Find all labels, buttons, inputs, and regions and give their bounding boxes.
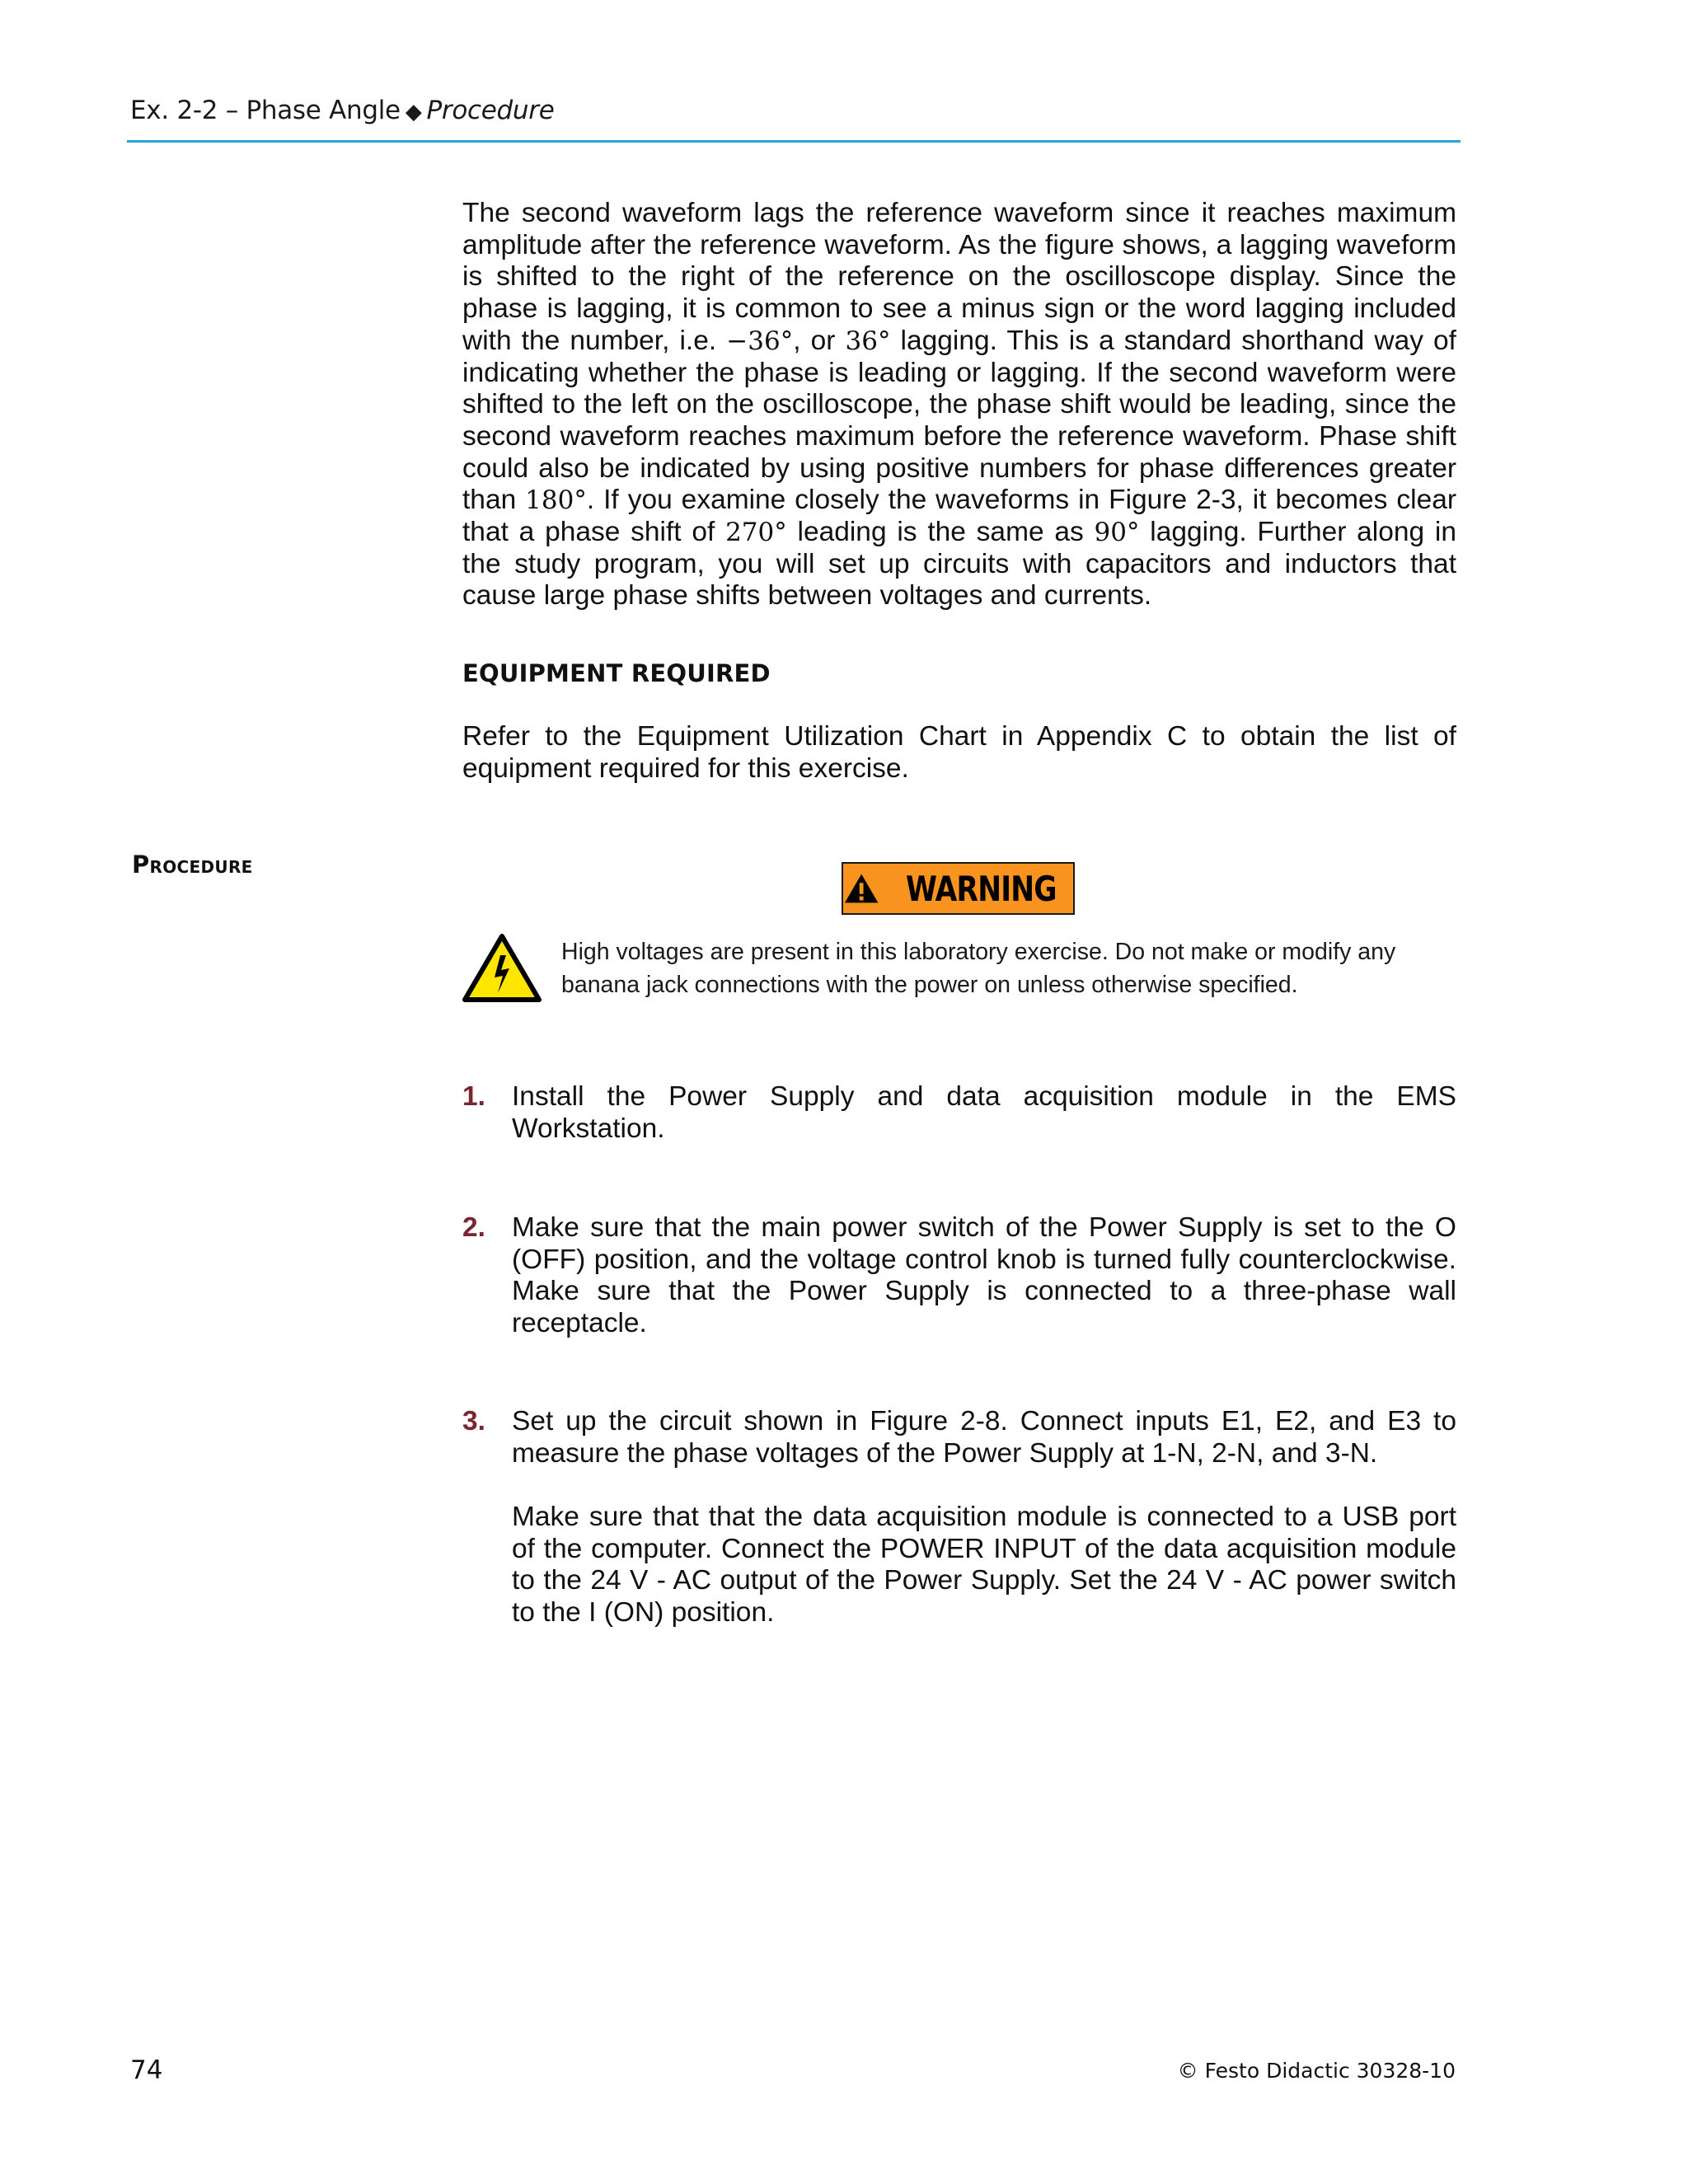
warning-label: WARNING [906,868,1057,909]
intro-block [462,198,1456,612]
page-number: 74 [130,2055,163,2085]
math-90: 90° [1094,518,1140,548]
step-text: Install the Power Supply and data acquisition module in the EMS Workstation. [512,1081,1456,1144]
step-number: 3. [462,1406,485,1436]
math-36: 36° [845,326,891,356]
intro-paragraph: The second waveform lags the reference waveform since it reaches maximum amplitude after the reference waveform. As the figure shows, a lagging waveform is shifted to the right of the reference on the oscilloscope display. Since the phase is lagging, it is common to see a minus sign or the word lagging included with the number, i.e. −36°, or 36° lagging. This is a standard shorthand way of indicating whether the phase is leading or lagging. If the second waveform were shifted to the left on the oscilloscope, the phase shift would be leading, since the second waveform reaches maximum before the reference waveform. Phase shift could also be indicated by using positive numbers for phase differences greater than 180°. If you examine closely the waveforms in Figure 2-3, it becomes clear that a phase shift of 270° leading is the same as 90° lagging. Further along in the study program, you will set up circuits with capacitors and inductors that cause large phase shifts between voltages and currents. [462,198,1456,612]
header-exercise: Ex. 2-2 – Phase Angle [130,96,401,125]
running-header [130,96,555,125]
warning-triangle-icon [843,872,879,905]
header-rule [127,140,1461,143]
header-diamond-icon: ◆ [405,100,422,124]
math-minus-36: −36° [726,326,794,356]
warning-text: High voltages are present in this laboratory exercise. Do not make or modify any banana jack connections with the power on unless otherwise specified. [561,939,1396,998]
header-section: Procedure [426,96,555,125]
step-text-continued: Make sure that that the data acquisition module is connected to a USB port of the computer. Connect the POWER INPUT of the data acquisition module to the 24 V - AC output of the Power Supply. Set the 24 V - AC power switch to the I (ON) position. [512,1502,1456,1629]
step-text: Make sure that the main power switch of the Power Supply is set to the O (OFF) position, and the voltage control knob is turned fully counterclockwise. Make sure that the Power Supply is connected to a three-phase wall receptacle. [512,1212,1456,1339]
step-number: 2. [462,1212,485,1243]
warning-badge [842,862,1075,915]
step-number: 1. [462,1081,485,1112]
math-270: 270° [725,518,787,548]
procedure-heading: Procedure [132,851,253,879]
equipment-block [462,721,1456,785]
equipment-heading: EQUIPMENT REQUIRED [462,659,771,687]
equipment-text: Refer to the Equipment Utilization Chart in Appendix C to obtain the list of equipment required for this exercise. [462,721,1456,784]
copyright: © Festo Didactic 30328-10 [1177,2059,1456,2083]
lightning-hazard-icon [462,932,542,1003]
math-180: 180° [525,485,587,516]
step-text: Set up the circuit shown in Figure 2-8. Connect inputs E1, E2, and E3 to measure the phase voltages of the Power Supply at 1-N, 2-N, and 3-N. [512,1406,1456,1469]
